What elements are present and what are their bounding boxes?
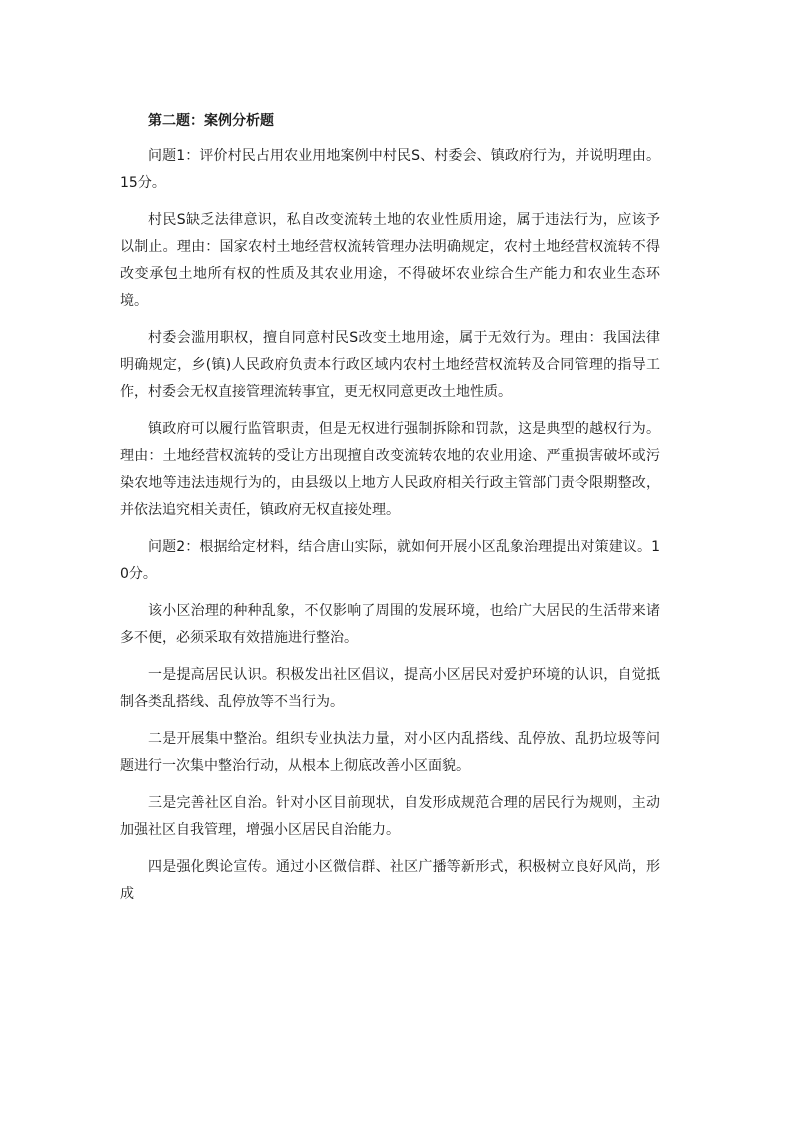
measure-3: 三是完善社区自治。针对小区目前现状，自发形成规范合理的居民行为规则，主动加强社区自我管理，增强小区居民自治能力。 xyxy=(120,795,660,838)
question-1: 问题1：评价村民占用农业用地案例中村民S、村委会、镇政府行为，并说明理由。15分。 xyxy=(120,148,660,191)
section-title: 第二题：案例分析题 xyxy=(148,113,274,129)
answer-village-committee: 村委会滥用职权，擅自同意村民S改变土地用途，属于无效行为。理由：我国法律明确规定，乡(镇)人民政府负责本行政区域内农村土地经营权流转及合同管理的指导工作，村委会无权直接管理流转事宜，更无权同意更改土地性质。 xyxy=(120,330,660,400)
answer-intro: 该小区治理的种种乱象，不仅影响了周围的发展环境，也给广大居民的生活带来诸多不便，必须采取有效措施进行整治。 xyxy=(120,603,660,646)
question-2: 问题2：根据给定材料，结合唐山实际，就如何开展小区乱象治理提出对策建议。10分。 xyxy=(120,539,660,582)
answer-town-government: 镇政府可以履行监管职责，但是无权进行强制拆除和罚款，这是典型的越权行为。理由：土地经营权流转的受让方出现擅自改变流转农地的农业用途、严重损害破坏或污染农地等违法违规行为的，由县级以上地方人民政府相关行政主管部门责令限期整改，并依法追究相关责任，镇政府无权直接处理。 xyxy=(120,421,660,518)
measure-1: 一是提高居民认识。积极发出社区倡议，提高小区居民对爱护环境的认识，自觉抵制各类乱搭线、乱停放等不当行为。 xyxy=(120,667,660,710)
measure-4: 四是强化舆论宣传。通过小区微信群、社区广播等新形式，积极树立良好风尚，形成 xyxy=(120,859,660,902)
measure-2: 二是开展集中整治。组织专业执法力量，对小区内乱搭线、乱停放、乱扔垃圾等问题进行一次集中整治行动，从根本上彻底改善小区面貌。 xyxy=(120,731,660,774)
answer-villager: 村民S缺乏法律意识，私自改变流转土地的农业性质用途，属于违法行为，应该予以制止。理由：国家农村土地经营权流转管理办法明确规定，农村土地经营权流转不得改变承包土地所有权的性质及其农业用途，不得破坏农业综合生产能力和农业生态环境。 xyxy=(120,212,660,309)
document-page xyxy=(120,109,660,918)
